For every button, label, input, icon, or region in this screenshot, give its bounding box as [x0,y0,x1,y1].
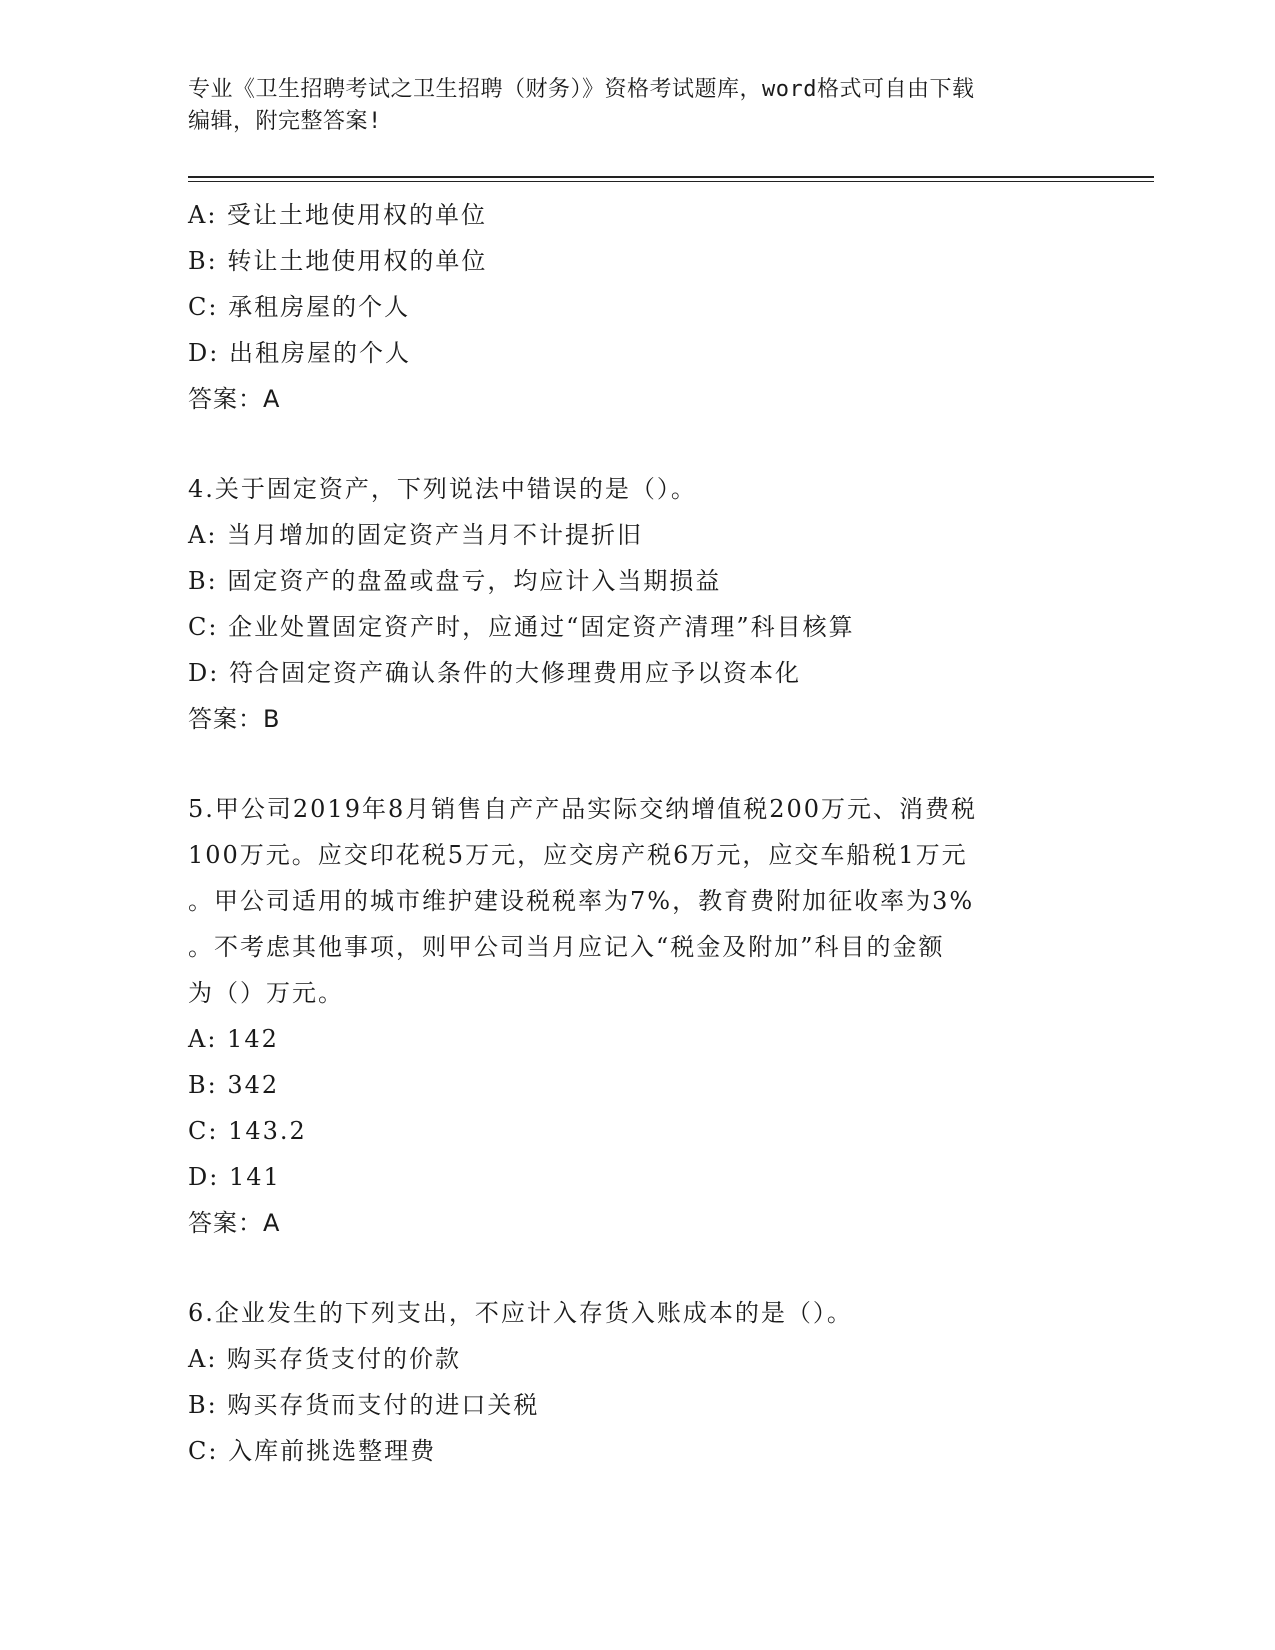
question-6-block [188,1290,1088,1474]
document-body [188,192,1088,1474]
option-a: A: 142 [188,1025,279,1053]
answer-line: 答案：B [188,705,281,733]
option-d: D: 出租房屋的个人 [188,339,411,367]
option-a: A: 受让土地使用权的单位 [188,201,488,229]
option-c: C: 企业处置固定资产时，应通过“固定资产清理”科目核算 [188,613,855,641]
option-a: A: 购买存货支付的价款 [188,1345,462,1373]
header-line-1: 专业《卫生招聘考试之卫生招聘（财务）》资格考试题库，word格式可自由下载 [188,77,975,102]
question-4-block [188,466,1088,742]
option-c: C: 承租房屋的个人 [188,293,411,321]
option-b: B: 342 [188,1071,280,1099]
option-c: C: 入库前挑选整理费 [188,1437,437,1465]
question-3-block [188,192,1088,422]
option-b: B: 固定资产的盘盈或盘亏，均应计入当期损益 [188,567,722,595]
document-header [188,74,1088,138]
option-a: A: 当月增加的固定资产当月不计提折旧 [188,521,644,549]
option-d: D: 符合固定资产确认条件的大修理费用应予以资本化 [188,659,801,687]
question-text: 6.企业发生的下列支出，不应计入存货入账成本的是（）。 [188,1299,853,1327]
answer-line: 答案：A [188,385,281,413]
answer-line: 答案：A [188,1209,281,1237]
header-divider [188,176,1154,182]
question-text-line-5: 为（）万元。 [188,979,344,1007]
question-text: 4.关于固定资产，下列说法中错误的是（）。 [188,475,697,503]
header-line-2: 编辑，附完整答案! [188,109,382,134]
question-text-line-1: 5.甲公司2019年8月销售自产产品实际交纳增值税200万元、消费税 [188,795,978,823]
option-c: C: 143.2 [188,1117,307,1145]
option-b: B: 购买存货而支付的进口关税 [188,1391,540,1419]
question-5-block [188,786,1088,1246]
option-b: B: 转让土地使用权的单位 [188,247,488,275]
option-d: D: 141 [188,1163,281,1191]
question-text-line-2: 100万元。应交印花税5万元，应交房产税6万元，应交车船税1万元 [188,841,968,869]
question-text-line-3: 。甲公司适用的城市维护建设税税率为7%，教育费附加征收率为3% [188,887,975,915]
question-text-line-4: 。不考虑其他事项，则甲公司当月应记入“税金及附加”科目的金额 [188,933,945,961]
